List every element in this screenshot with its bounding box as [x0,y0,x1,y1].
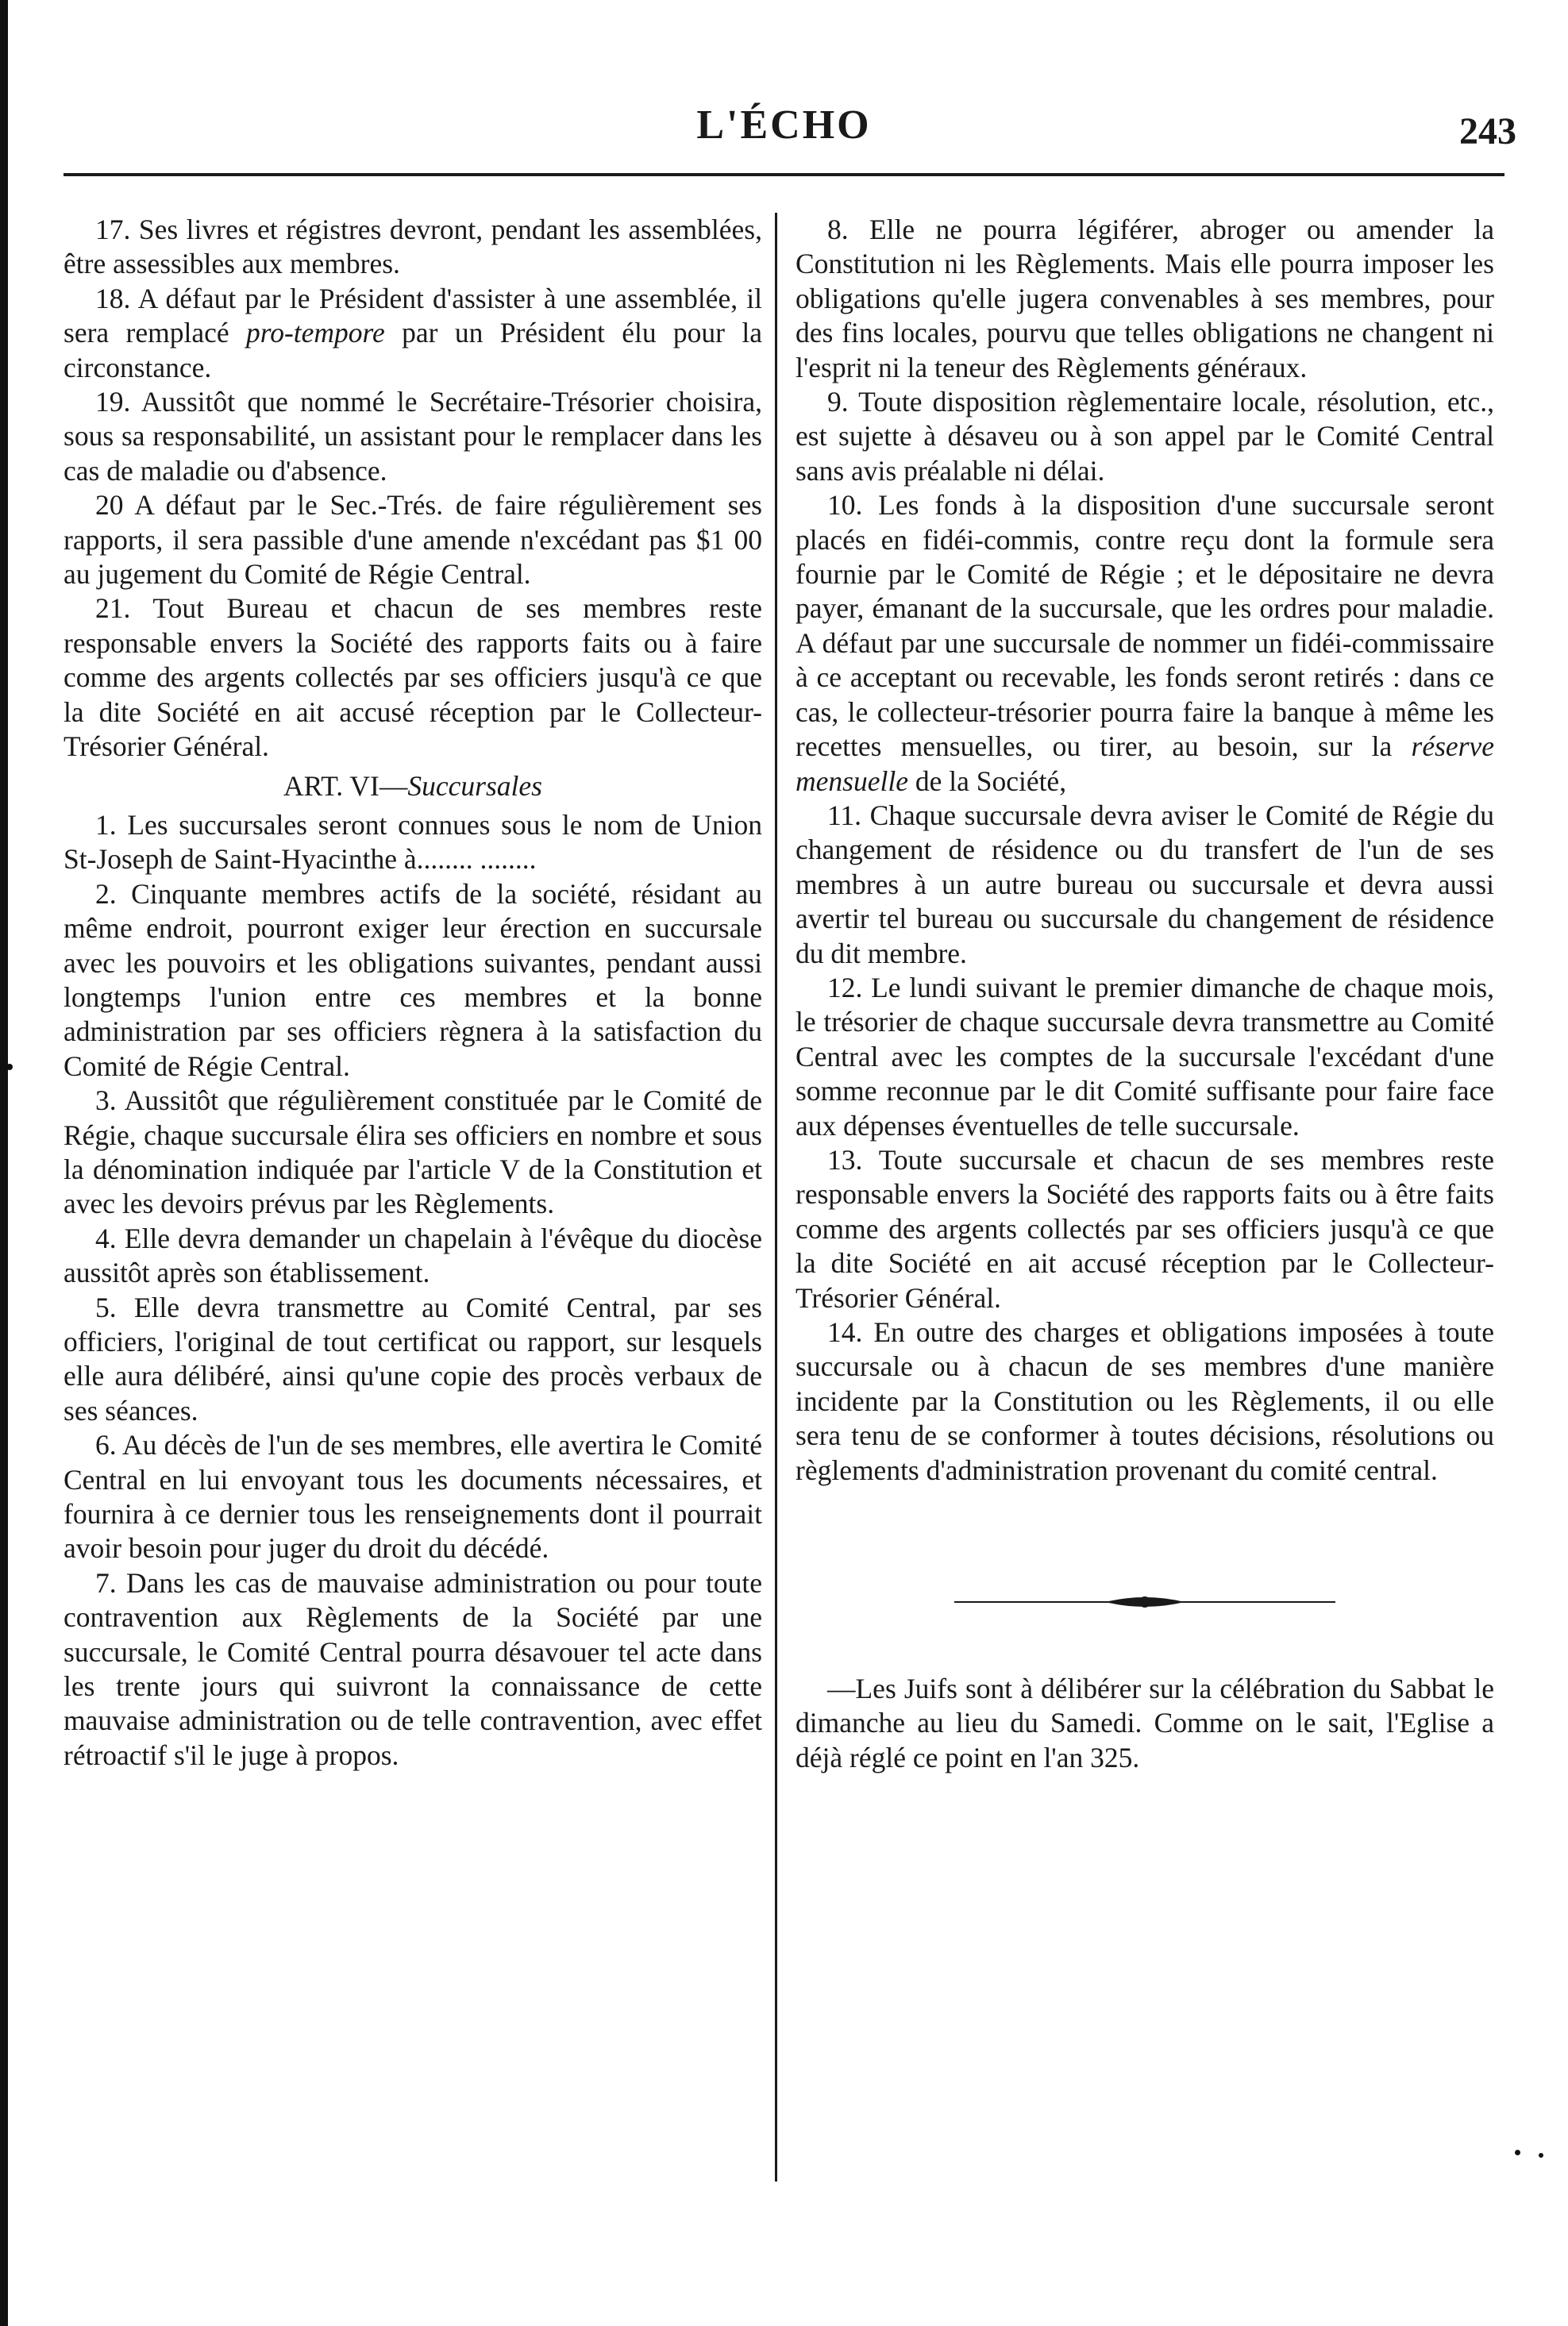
succursale-8: 8. Elle ne pourra légiférer, abroger ou amender la Constitution ni les Règlements. Mais elle pourra imposer les obligations qu'elle jugera convenables à ses membres, pour des fins locales, pourvu que telles obligations ne changent ni l'esprit ni la teneur des Règlements généraux. [796,214,1494,383]
scan-speck [1515,2150,1520,2155]
heading-prefix: ART. VI— [283,769,408,802]
succursale-5: 5. Elle devra transmettre au Comité Central, par ses officiers, l'original de tout certificat ou rapport, sur lesquels elle aura délibéré, ainsi qu'une copie des procès verbaux de ses séances. [64,1291,762,1427]
news-item: —Les Juifs sont à délibérer sur la célébration du Sabbat le dimanche au lieu du Samedi. Comme on le sait, l'Eglise a déjà réglé ce point en l'an 325. [796,1673,1494,1773]
succursale-10-text: 10. Les fonds à la disposition d'une succursale seront placés en fidéi-commis, contre reçu dont la formule sera fournie par le Comité de Régie ; et le dépositaire ne devra payer, émanant de la succursale, que les ordres pour maladie. A défaut par une succursale de nommer un fidéi-commissaire à ce acceptant ou recevable, les fonds seront retirés : dans ce cas, le collecteur-trésorier pourra faire la banque à même les recettes mensuelles, ou tirer, au besoin, sur la [796,489,1494,763]
succursale-9: 9. Toute disposition règlementaire locale, résolution, etc., est sujette à désaveu ou à son appel par le Comité Central sans avis préalable ni délai. [796,386,1494,487]
succursale-10-italic: réserve mensuelle [796,730,1494,797]
succursale-3: 3. Aussitôt que régulièrement constituée par le Comité de Régie, chaque succursale élira ses officiers en nombre et sous la dénomination indiquée par l'article V de la Constitution et avec les devoirs prévus par les Règlements. [64,1084,762,1220]
left-column [64,213,762,1773]
scan-edge [0,0,8,2326]
succursale-7: 7. Dans les cas de mauvaise administration ou pour toute contravention aux Règlements de la Société par une succursale, le Comité Central pourra désavouer tel acte dans les trente jours qui suivront la connaissance de cette mauvaise administration ou de telle contravention, avec effet rétroactif s'il le juge à propos. [64,1566,762,1771]
scan-speck [6,1064,13,1070]
article-20: 20 A défaut par le Sec.-Trés. de faire régulièrement ses rapports, il sera passible d'une amende n'excédant pas $1 00 au jugement du Comité de Régie Central. [64,489,762,591]
article-19: 19. Aussitôt que nommé le Secrétaire-Trésorier choisira, sous sa responsabilité, un assistant pour le remplacer dans les cas de maladie ou d'absence. [64,386,762,487]
succursale-10-tail: de la Société, [907,764,1067,797]
heading-italic: Succursales [407,769,542,802]
ornament-divider [954,1592,1335,1612]
column-divider [775,213,777,2182]
succursale-10 [796,488,1494,799]
succursale-2: 2. Cinquante membres actifs de la société, résidant au même endroit, pourront exiger leur érection en succursale avec les pouvoirs et les obligations suivantes, pendant aussi longtemps l'union entre ces membres et la bonne administration par ses officiers règnera à la satisfaction du Comité de Régie Central. [64,877,762,1082]
article-17: 17. Ses livres et régistres devront, pendant les assemblées, être assessibles aux membres. [64,214,762,280]
succursale-1: 1. Les succursales seront connues sous le nom de Union St-Joseph de Saint-Hyacinthe à........ ........ [64,808,762,876]
right-column [796,213,1494,1775]
succursale-13: 13. Toute succursale et chacun de ses membres reste responsable envers la Société des rapports faits ou à être faits comme des argents collectés par ses officiers jusqu'à ce que la dite Société en ait accusé réception par le Collecteur-Trésorier Général. [796,1143,1494,1314]
page-title: L'ÉCHO [696,102,872,148]
article-18: 18. A défaut par le Président d'assister à une assemblée, il sera remplacé pro-tempore par un Président élu pour la circonstance. [64,282,762,383]
article-21: 21. Tout Bureau et chacun de ses membres reste responsable envers la Société des rapports faits ou à faire comme des argents collectés par ses officiers jusqu'à ce que la dite Société en ait accusé réception par le Collecteur-Trésorier Général. [64,592,762,763]
scan-speck [1539,2153,1543,2158]
page-number: 243 [1459,110,1516,152]
header-rule [64,173,1504,176]
succursale-6: 6. Au décès de l'un de ses membres, elle avertira le Comité Central en lui envoyant tous les documents nécessaires, et fournira à ce dernier tous les renseignements dont il pourrait avoir besoin pour juger du droit du décédé. [64,1429,762,1565]
succursale-14: 14. En outre des charges et obligations imposées à toute succursale ou à chacun de ses membres d'une manière incidente par la Constitution ou les Règlements, il ou elle sera tenu de se conformer à toutes décisions, résolutions ou règlements d'administration provenant du comité central. [796,1316,1494,1486]
succursale-4: 4. Elle devra demander un chapelain à l'évêque du diocèse aussitôt après son établissement. [64,1222,762,1289]
succursale-11: 11. Chaque succursale devra aviser le Comité de Régie du changement de résidence ou du transfert de l'un de ses membres à un autre bureau ou succursale et devra aussi avertir tel bureau ou succursale du changement de résidence du dit membre. [796,799,1494,969]
section-heading [64,769,762,803]
succursale-12: 12. Le lundi suivant le premier dimanche de chaque mois, le trésorier de chaque succursale devra transmettre au Comité Central avec les comptes de la succursale l'excédant d'une somme reconnue par le dit Comité suffisante pour faire face aux dépenses éventuelles de telle succursale. [796,971,1494,1142]
